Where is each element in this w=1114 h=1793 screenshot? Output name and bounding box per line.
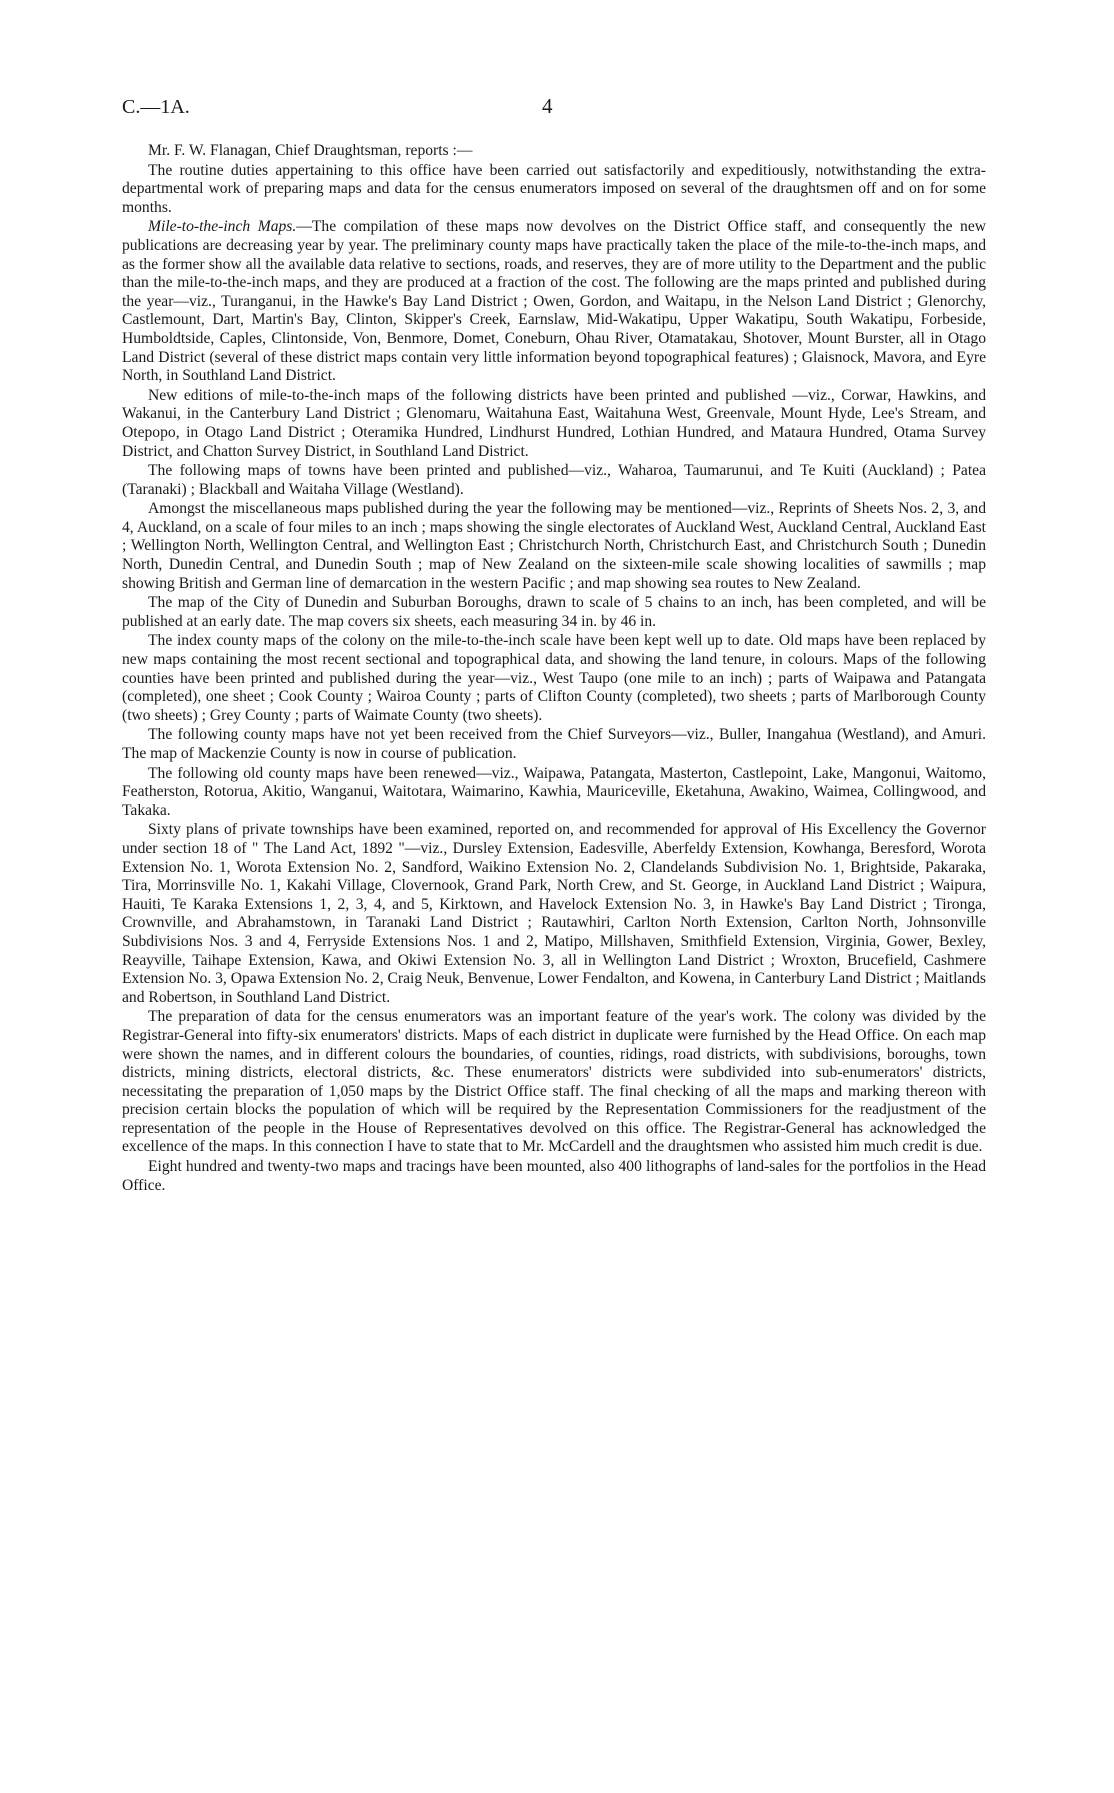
paragraph [122,1008,986,1157]
paragraph-text: The following maps of towns have been printed and published—viz., Waharoa, Taumarunui, and Te Kuiti (Auckland) ; Patea (Taranaki) ; Blackball and Waitaha Village (Westland). [122,462,986,498]
paragraph-heading: Mile-to-the-inch Maps. [148,218,297,236]
paragraph-text: The routine duties appertaining to this office have been carried out satisfactorily and expeditiously, notwithstanding the extra-departmental work of preparing maps and data for the census enumerators imposed on several of the draughtsmen off and on for some months. [122,161,986,216]
paragraph-text: The index county maps of the colony on the mile-to-the-inch scale have been kept well up to date. Old maps have been replaced by new maps containing the most recent sectional and topographical data, and showing the land tenure, in colours. Maps of the following counties have been printed and published during the year—viz., West Taupo (one mile to an inch) ; parts of Waipawa and Patangata (completed), one sheet ; Cook County ; Wairoa County ; parts of Clifton County (completed), two sheets ; parts of Marlborough County (two sheets) ; Grey County ; parts of Waimate County (two sheets). [122,632,986,724]
paragraph [122,765,986,821]
paragraph [122,387,986,461]
paragraph-text: Sixty plans of private townships have been examined, reported on, and recommended for approval of His Excellency the Governor under section 18 of " The Land Act, 1892 "—viz., Dursley Extension, Eadesville, Aberfeldy Extension, Kowhanga, Beresford, Worota Extension No. 1, Worota Extension No. 2, Sandford, Waikino Extension No. 2, Clandelands Subdivision No. 1, Brightside, Pakaraka, Tira, Morrinsville No. 1, Kakahi Village, Clovernook, Grand Park, North Crew, and St. George, in Auckland Land District ; Waipura, Hauiti, Te Karaka Extensions 1, 2, 3, 4, and 5, Kirktown, and Havelock Extension No. 3, in Hawke's Bay Land District ; Tironga, Crownville, and Abrahamstown, in Taranaki Land District ; Rautawhiri, Carlton North Extension, Carlton North, Johnsonville Subdivisions Nos. 3 and 4, Ferryside Extensions Nos. 1 and 2, Matipo, Millshaven, Smithfield Extension, Virginia, Gower, Bexley, Reayville, Taihape Extension, Kawa, and Okiwi Extension No. 3, all in Wellington Land District ; Wroxton, Brucefield, Cashmere Extension No. 3, Opawa Extension No. 2, Craig Neuk, Benvenue, Lower Fendalton, and Kowena, in Canterbury Land District ; Maitlands and Robertson, in Southland Land District. [122,821,986,1006]
paragraph-text: New editions of mile-to-the-inch maps of the following districts have been printed and published —viz., Corwar, Hawkins, and Wakanui, in the Canterbury Land District ; Glenomaru, Waitahuna East, Waitahuna West, Greenvale, Mount Hyde, Lee's Stream, and Otepopo, in Otago Land District ; Oteramika Hundred, Lindhurst Hundred, Lothian Hundred, and Mataura Hundred, Otama Survey District, and Chatton Survey District, in Southland Land District. [122,386,986,460]
paragraph-text: The preparation of data for the census enumerators was an important feature of the year's work. The colony was divided by the Registrar-General into fifty-six enumerators' districts. Maps of each district in duplicate were furnished by the Head Office. On each map were shown the names, and in different colours the boundaries, of counties, ridings, road districts, with subdivisions, boroughs, town districts, mining districts, electoral districts, &c. These enumerators' districts were subdivided into sub-enumerators' districts, necessitating the preparation of 1,050 maps by the District Office staff. The final checking of all the maps and marking thereon with precision certain blocks the population of which will be required by the Representation Commissioners for the readjustment of the representation of the people in the House of Representatives devolved on this office. The Registrar-General has acknowledged the excellence of the maps. In this connection I have to state that to Mr. McCardell and the draughtsmen who assisted him much credit is due. [122,1008,986,1156]
paragraph-text: —The compilation of these maps now devolves on the District Office staff, and consequently the new publications are decreasing year by year. The preliminary county maps have practically taken the place of the mile-to-the-inch maps, and as the former show all the available data relative to sections, roads, and reserves, they are of more utility to the Department and the public than the mile-to-the-inch maps, and they are produced at a fraction of the cost. The following are the maps printed and published during the year—viz., Turanganui, in the Hawke's Bay Land District ; Owen, Gordon, and Waitapu, in the Nelson Land District ; Glenorchy, Castlemount, Dart, Martin's Bay, Clinton, Skipper's Creek, Earnslaw, Mid-Wakatipu, Upper Wakatipu, South Wakatipu, Forbeside, Humboldtside, Caples, Clintonside, Von, Benmore, Domet, Coneburn, Ohau River, Otamatakau, Shotover, Mount Burster, all in Otago Land District (several of these district maps contain very little information beyond topographical features) ; Glaisnock, Mavora, and Eyre North, in Southland Land District. [122,218,987,385]
paragraph [122,1158,986,1195]
page-number: 4 [542,94,553,118]
paragraph-text: The following county maps have not yet been received from the Chief Surveyors—viz., Buller, Inangahua (Westland), and Amuri. The map of Mackenzie County is now in course of publication. [122,726,986,762]
paragraph [122,821,986,1007]
paragraph [122,726,986,763]
paragraph-text: The map of the City of Dunedin and Suburban Boroughs, drawn to scale of 5 chains to an inch, has been completed, and will be published at an early date. The map covers six sheets, each measuring 34 in. by 46 in. [122,594,986,630]
paragraph [122,500,986,593]
report-body [122,142,986,1195]
paragraph [122,162,986,218]
document-page [122,0,986,1793]
paragraph-text: The following old county maps have been renewed—viz., Waipawa, Patangata, Masterton, Castlepoint, Lake, Mangonui, Waitomo, Featherston, Rotorua, Akitio, Wanganui, Waitotara, Waimarino, Kawhia, Mauriceville, Eketahuna, Awakino, Waimea, Collingwood, and Takaka. [122,764,986,819]
paragraph [122,462,986,499]
page-header [122,96,986,126]
paragraph [122,594,986,631]
report-intro: Mr. F. W. Flanagan, Chief Draughtsman, reports :— [148,142,473,159]
paragraph [122,218,986,385]
paragraph-text: Amongst the miscellaneous maps published during the year the following may be mentioned—viz., Reprints of Sheets Nos. 2, 3, and 4, Auckland, on a scale of four miles to an inch ; maps showing the single electorates of Auckland West, Auckland Central, Auckland East ; Wellington North, Wellington Central, and Wellington East ; Christchurch North, Christchurch East, and Christchurch South ; Dunedin North, Dunedin Central, and Dunedin South ; map of New Zealand on the sixteen-mile scale showing localities of sawmills ; map showing British and German line of demarcation in the western Pacific ; and map showing sea routes to New Zealand. [122,500,986,592]
paragraph [122,632,986,725]
paragraph-text: Eight hundred and twenty-two maps and tracings have been mounted, also 400 lithographs of land-sales for the portfolios in the Head Office. [122,1158,986,1194]
document-reference: C.—1A. [122,96,190,118]
